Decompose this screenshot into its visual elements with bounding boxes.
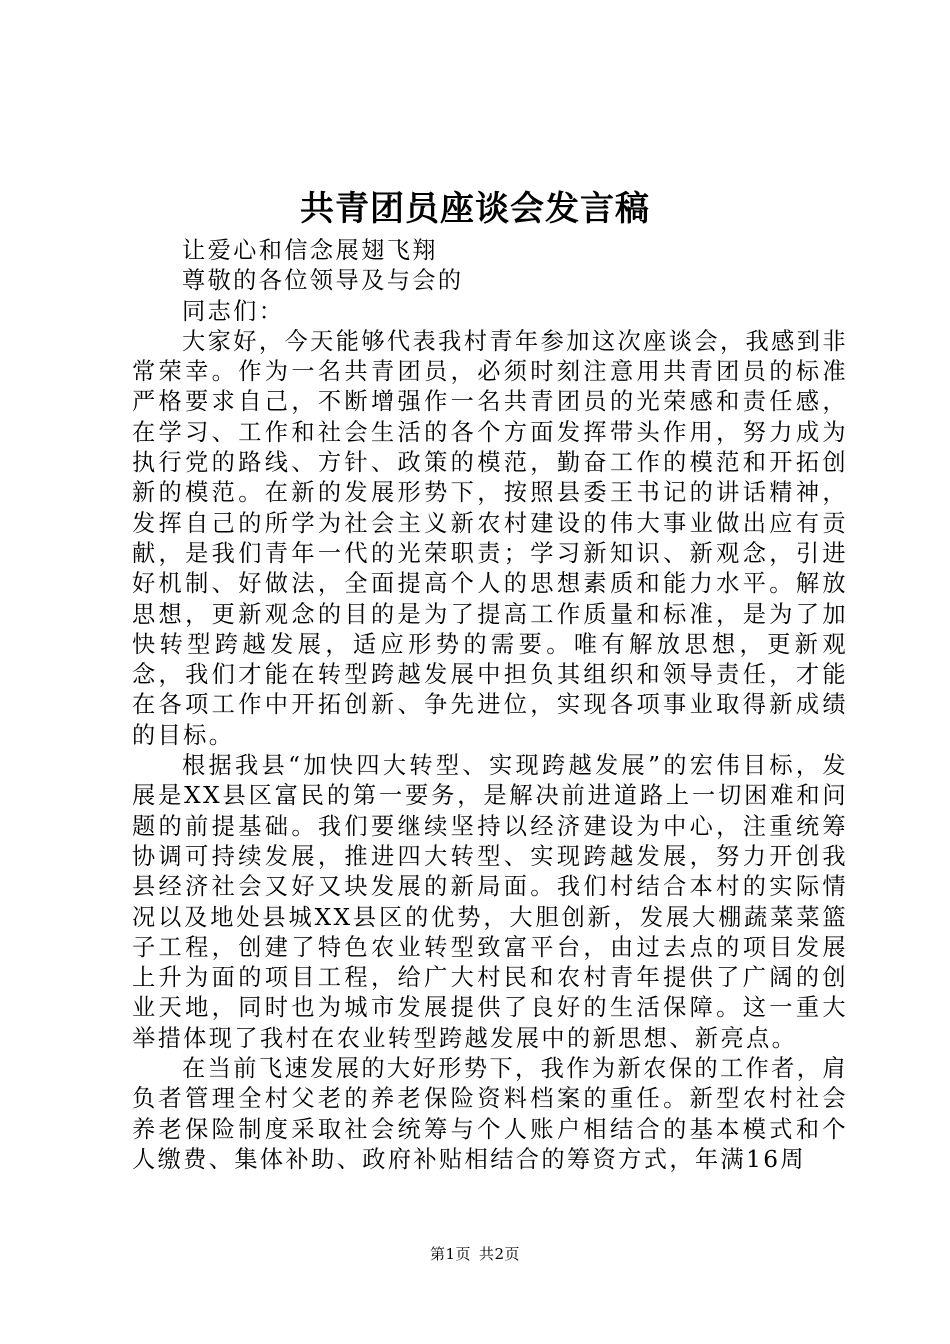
page-footer: [0, 1243, 950, 1265]
paragraph-1: 大家好，今天能够代表我村青年参加这次座谈会，我感到非常荣幸。作为一名共青团员，必须时刻注意用共青团员的标准严格要求自己，不断增强作一名共青团员的光荣感和责任感，在学习、工作和社会生活的各个方面发挥带头作用，努力成为执行党的路线、方针、政策的模范，勤奋工作的模范和开拓创新的模范。在新的发展形势下，按照县委王书记的讲话精神，发挥自己的所学为社会主义新农村建设的伟大事业做出应有贡献，是我们青年一代的光荣职责；学习新知识、新观念，引进好机制、好做法，全面提高个人的思想素质和能力水平。解放思想，更新观念的目的是为了提高工作质量和标准，是为了加快转型跨越发展，适应形势的需要。唯有解放思想，更新观念，我们才能在转型跨越发展中担负其组织和领导责任，才能在各项工作中开拓创新、争先进位，实现各项事业取得新成绩的目标。: [132, 327, 848, 749]
page-total: 共2页: [479, 1245, 521, 1263]
paragraph-3: 在当前飞速发展的大好形势下，我作为新农保的工作者，肩负者管理全村父老的养老保险资料档案的重任。新型农村社会养老保险制度采取社会统筹与个人账户相结合的基本模式和个人缴费、集体补助、政府补贴相结合的筹资方式，年满16周: [132, 1055, 848, 1173]
document-body: [132, 236, 848, 1175]
salutation-line-1: 尊敬的各位领导及与会的: [182, 267, 464, 295]
subtitle: 让爱心和信念展翅飞翔: [182, 237, 438, 264]
page-number: 第1页: [429, 1245, 471, 1263]
paragraph-2: 根据我县“加快四大转型、实现跨越发展”的宏伟目标，发展是XX县区富民的第一要务，是解决前进道路上一切困难和问题的前提基础。我们要继续坚持以经济建设为中心，注重统筹协调可持续发展，推进四大转型、实现跨越发展，努力开创我县经济社会又好又块发展的新局面。我们村结合本村的实际情况以及地处县城XX县区的优势，大胆创新，发展大棚蔬菜菜篮子工程，创建了特色农业转型致富平台，由过去点的项目发展上升为面的项目工程，给广大村民和农村青年提供了广阔的创业天地，同时也为城市发展提供了良好的生活保障。这一重大举措体现了我村在农业转型跨越发展中的新思想、新亮点。: [132, 752, 848, 1052]
document-title: 共青团员座谈会发言稿: [300, 189, 650, 229]
salutation-line-2: 同志们：: [182, 297, 285, 325]
